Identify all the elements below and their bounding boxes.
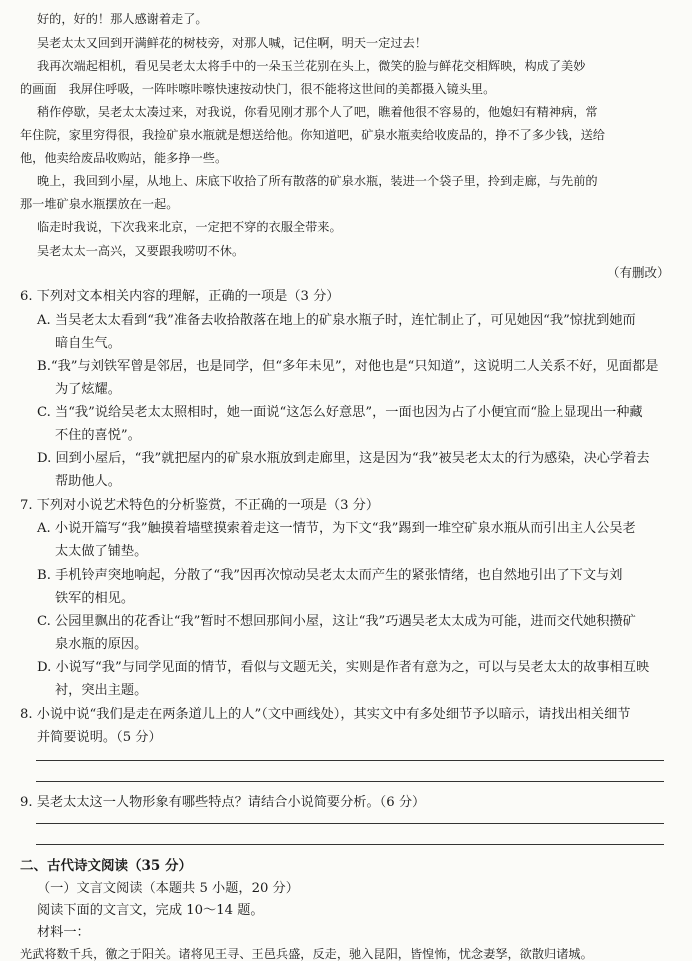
- q7-option-b: B. 手机铃声突地响起，分散了“我”因再次惊动吴老太太而产生的紧张情绪，也自然地引出了下文与刘: [37, 568, 623, 583]
- q6-option-c: C. 当“我”说给吴老太太照相时，她一面说“这怎么好意思”，一面也因为占了小便宜而“脸上显现出一种藏: [37, 405, 643, 420]
- q7-option-d: D. 小说写“我”与同学见面的情节，看似与文题无关，实则是作者有意为之，可以与吴老太太的故事相互映: [37, 660, 650, 675]
- q6-option-d-cont: 帮助他人。: [55, 474, 121, 489]
- passage-line: 临走时我说，下次我来北京，一定把不穿的衣服全带来。: [37, 220, 342, 234]
- q6-option-d: D. 回到小屋后，“我”就把屋内的矿泉水瓶放到走廊里，这是因为“我”被吴老太太的行为感染，决心学着去: [37, 451, 650, 466]
- q6-option-b: B.“我”与刘铁军曾是邻居，也是同学，但“多年未见”，对他也是“只知道”，这说明二人关系不好，见面都是: [37, 359, 659, 374]
- question-9-stem: 9. 吴老太太这一人物形象有哪些特点？请结合小说简要分析。（6 分）: [20, 795, 426, 810]
- q7-option-d-cont: 衬，突出主题。: [55, 683, 148, 698]
- material-label: 材料一：: [37, 925, 90, 940]
- classical-text: 光武将数千兵，徼之于阳关。诸将见王寻、王邑兵盛，反走，驰入昆阳，皆惶怖，忧念妻孥，欲散归诸城。: [20, 947, 593, 961]
- passage-line: 吴老太太又回到开满鲜花的树枝旁，对那人喊，记住啊，明天一定过去！: [37, 36, 427, 50]
- question-8-stem-cont: 并简要说明。（5 分）: [37, 730, 162, 745]
- passage-line: 的画面 我屏住呼吸，一阵咔嚓咔嚓快速按动快门，很不能将这世间的美都摄入镜头里。: [20, 82, 496, 96]
- q7-option-c: C. 公园里飘出的花香让“我”暂时不想回那间小屋，这让“我”巧遇吴老太太成为可能，进而交代她积攒矿: [37, 614, 636, 629]
- passage-line: 好的，好的！那人感谢着走了。: [37, 12, 208, 26]
- passage-line: 那一堆矿泉水瓶摆放在一起。: [20, 197, 179, 211]
- passage-line: 我再次端起相机，看见吴老太太将手中的一朵玉兰花别在头上，微笑的脸与鲜花交相辉映，构成了美妙: [37, 59, 586, 73]
- q7-option-a-cont: 太太做了铺垫。: [55, 544, 148, 559]
- section-heading: 二、古代诗文阅读（35 分）: [20, 858, 192, 874]
- subsection-heading: （一）文言文阅读（本题共 5 小题，20 分）: [37, 881, 299, 896]
- instruction: 阅读下面的文言文，完成 10～14 题。: [37, 903, 264, 918]
- q7-option-a: A. 小说开篇写“我”触摸着墙壁摸索着走这一情节，为下文“我”踢到一堆空矿泉水瓶从而引出主人公吴老: [37, 521, 636, 536]
- q6-option-a-cont: 暗自生气。: [55, 336, 121, 351]
- q6-option-c-cont: 不住的喜悦”。: [55, 428, 141, 443]
- q6-option-b-cont: 为了炫耀。: [55, 382, 121, 397]
- q7-option-b-cont: 铁军的相见。: [55, 591, 135, 606]
- passage-line: 晚上，我回到小屋，从地上、床底下收拾了所有散落的矿泉水瓶，装进一个袋子里，拎到走廊，与先前的: [37, 174, 598, 188]
- passage-line: 他，他卖给废品收购站，能多挣一些。: [20, 151, 228, 165]
- answer-line[interactable]: [36, 844, 664, 845]
- answer-line[interactable]: [36, 823, 664, 824]
- passage-line: 稍作停歇，吴老太太凑过来，对我说，你看见刚才那个人了吧，瞧着他很不容易的，他媳妇有精神病，常: [37, 105, 598, 119]
- passage-line: 吴老太太一高兴，又要跟我唠叨不休。: [37, 244, 245, 258]
- question-6-stem: 6. 下列对文本相关内容的理解，正确的一项是（3 分）: [20, 289, 340, 304]
- answer-line[interactable]: [36, 781, 664, 782]
- answer-line[interactable]: [36, 760, 664, 761]
- passage-line: 年住院，家里穷得很，我捡矿泉水瓶就是想送给他。你知道吧，矿泉水瓶卖给收废品的，挣不了多少钱，送给: [20, 128, 605, 142]
- question-7-stem: 7. 下列对小说艺术特色的分析鉴赏，不正确的一项是（3 分）: [20, 498, 380, 513]
- question-8-stem: 8. 小说中说“我们是走在两条道儿上的人”（文中画线处），其实文中有多处细节予以暗示，请找出相关细节: [20, 707, 631, 722]
- q6-option-a: A. 当吴老太太看到“我”准备去收拾散落在地上的矿泉水瓶子时，连忙制止了，可见她因“我”惊扰到她而: [37, 313, 636, 328]
- q7-option-c-cont: 泉水瓶的原因。: [55, 637, 148, 652]
- source-note: （有删改）: [607, 265, 670, 280]
